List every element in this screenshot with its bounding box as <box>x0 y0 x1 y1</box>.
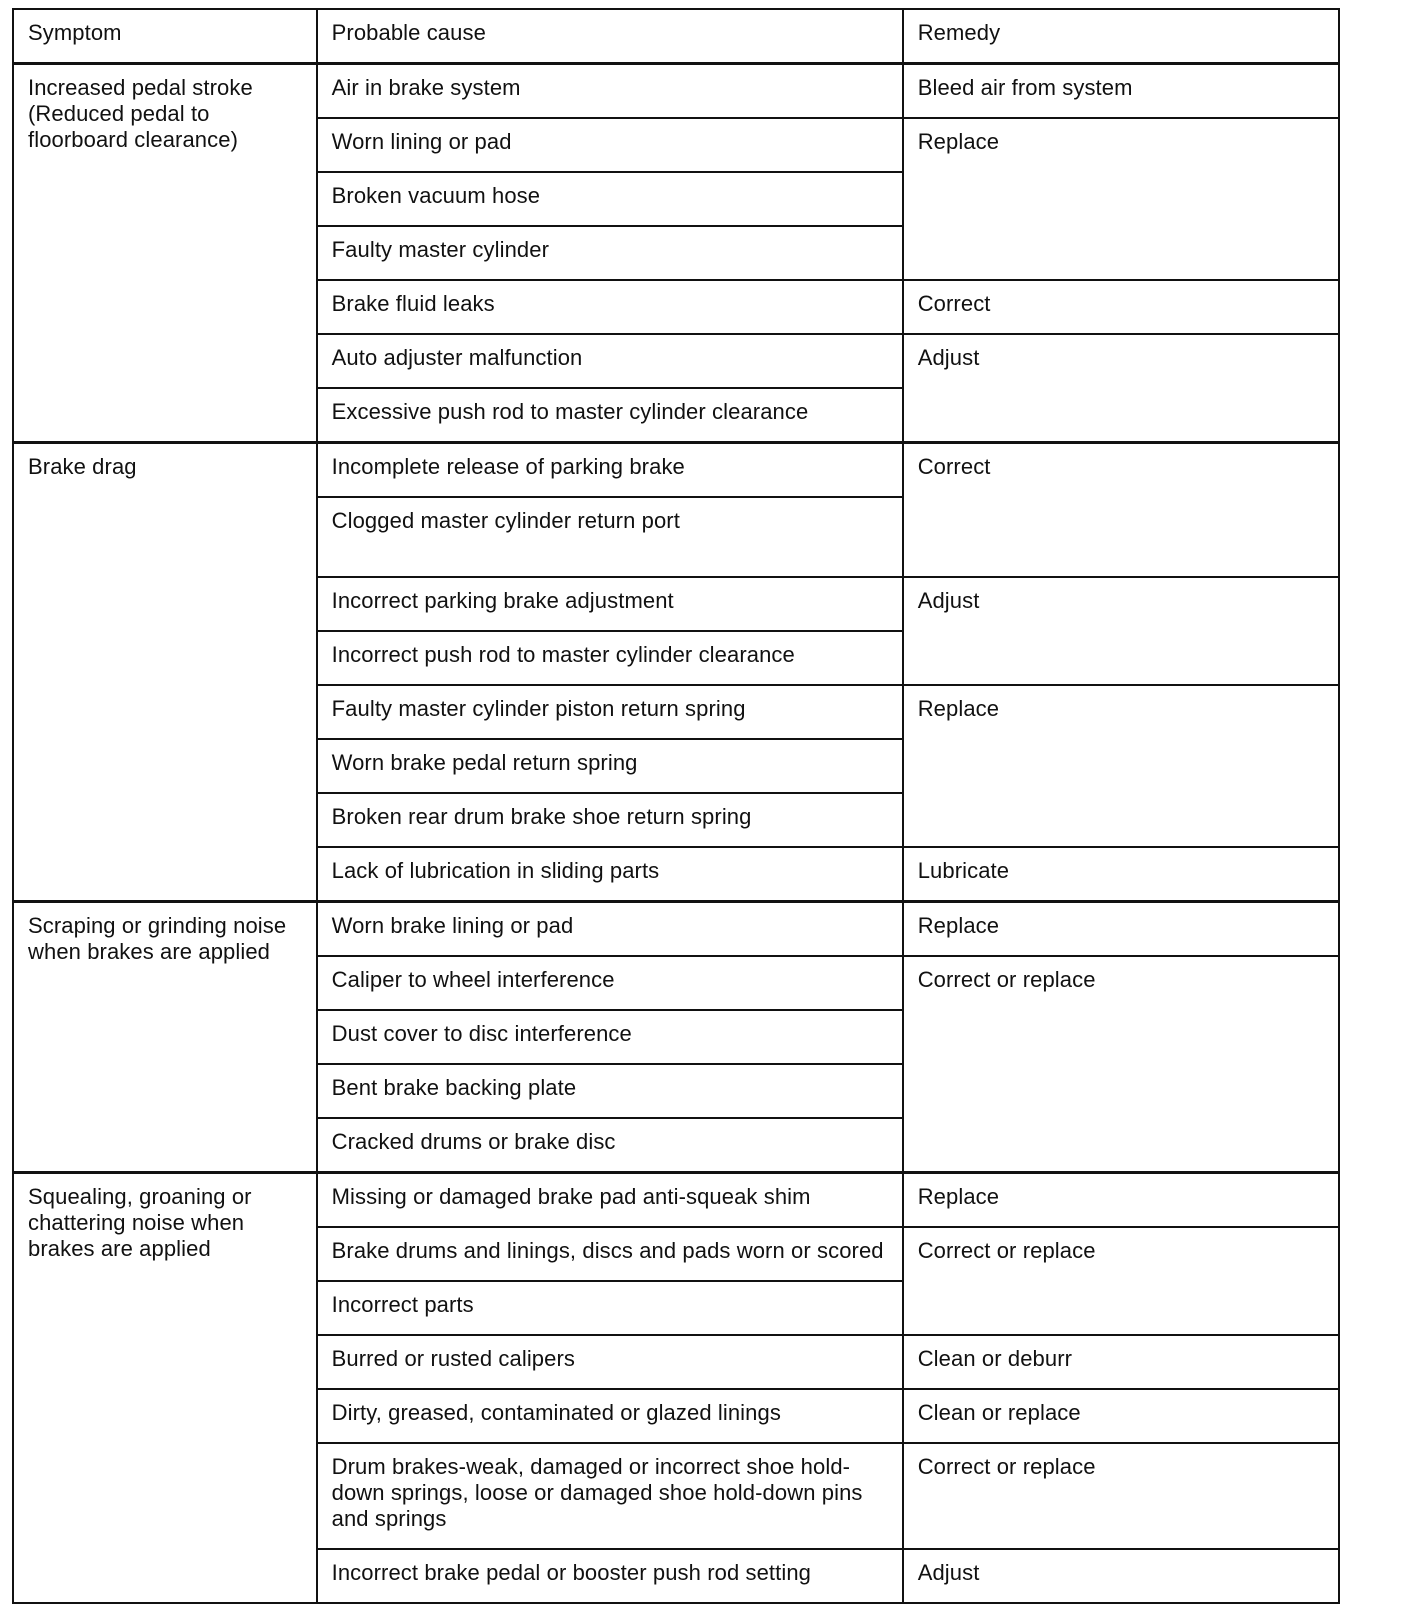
remedy-cell: Lubricate <box>903 847 1339 902</box>
remedy-cell: Adjust <box>903 577 1339 685</box>
probable-cause-cell: Burred or rusted calipers <box>317 1335 903 1389</box>
probable-cause-cell: Dirty, greased, contaminated or glazed linings <box>317 1389 903 1443</box>
remedy-cell: Correct or replace <box>903 956 1339 1173</box>
remedy-cell: Replace <box>903 902 1339 957</box>
probable-cause-cell: Faulty master cylinder <box>317 226 903 280</box>
header-probable-cause: Probable cause <box>317 9 903 64</box>
troubleshooting-table <box>12 8 1340 1604</box>
probable-cause-cell: Dust cover to disc interference <box>317 1010 903 1064</box>
probable-cause-cell: Incorrect brake pedal or booster push rod setting <box>317 1549 903 1603</box>
probable-cause-cell: Incorrect push rod to master cylinder clearance <box>317 631 903 685</box>
probable-cause-cell: Broken vacuum hose <box>317 172 903 226</box>
remedy-cell: Replace <box>903 1173 1339 1228</box>
probable-cause-cell: Brake fluid leaks <box>317 280 903 334</box>
probable-cause-cell: Brake drums and linings, discs and pads worn or scored <box>317 1227 903 1281</box>
probable-cause-cell: Faulty master cylinder piston return spring <box>317 685 903 739</box>
remedy-cell: Replace <box>903 118 1339 280</box>
probable-cause-cell: Air in brake system <box>317 64 903 119</box>
probable-cause-cell: Lack of lubrication in sliding parts <box>317 847 903 902</box>
header-remedy: Remedy <box>903 9 1339 64</box>
probable-cause-cell: Cracked drums or brake disc <box>317 1118 903 1173</box>
remedy-cell: Adjust <box>903 1549 1339 1603</box>
probable-cause-cell: Incomplete release of parking brake <box>317 443 903 498</box>
remedy-cell: Adjust <box>903 334 1339 443</box>
probable-cause-cell: Incorrect parking brake adjustment <box>317 577 903 631</box>
remedy-cell: Correct <box>903 280 1339 334</box>
table-row <box>13 1173 1339 1228</box>
table-body <box>13 64 1339 1604</box>
probable-cause-cell: Missing or damaged brake pad anti-squeak shim <box>317 1173 903 1228</box>
probable-cause-cell: Caliper to wheel interference <box>317 956 903 1010</box>
remedy-cell: Bleed air from system <box>903 64 1339 119</box>
probable-cause-cell: Bent brake backing plate <box>317 1064 903 1118</box>
remedy-cell: Correct or replace <box>903 1443 1339 1549</box>
symptom-cell: Increased pedal stroke (Reduced pedal to floorboard clearance) <box>13 64 317 443</box>
header-symptom: Symptom <box>13 9 317 64</box>
symptom-cell: Scraping or grinding noise when brakes are applied <box>13 902 317 1173</box>
table-row <box>13 64 1339 119</box>
probable-cause-cell: Auto adjuster malfunction <box>317 334 903 388</box>
remedy-cell: Correct <box>903 443 1339 578</box>
table-row <box>13 443 1339 498</box>
probable-cause-cell: Drum brakes-weak, damaged or incorrect shoe hold-down springs, loose or damaged shoe hold-down pins and springs <box>317 1443 903 1549</box>
header-row <box>13 9 1339 64</box>
table-row <box>13 902 1339 957</box>
remedy-cell: Clean or deburr <box>903 1335 1339 1389</box>
probable-cause-cell: Clogged master cylinder return port <box>317 497 903 577</box>
probable-cause-cell: Broken rear drum brake shoe return spring <box>317 793 903 847</box>
probable-cause-cell: Incorrect parts <box>317 1281 903 1335</box>
probable-cause-cell: Worn brake lining or pad <box>317 902 903 957</box>
remedy-cell: Clean or replace <box>903 1389 1339 1443</box>
symptom-cell: Brake drag <box>13 443 317 902</box>
symptom-cell: Squealing, groaning or chattering noise when brakes are applied <box>13 1173 317 1604</box>
probable-cause-cell: Excessive push rod to master cylinder clearance <box>317 388 903 443</box>
remedy-cell: Replace <box>903 685 1339 847</box>
probable-cause-cell: Worn lining or pad <box>317 118 903 172</box>
probable-cause-cell: Worn brake pedal return spring <box>317 739 903 793</box>
remedy-cell: Correct or replace <box>903 1227 1339 1335</box>
